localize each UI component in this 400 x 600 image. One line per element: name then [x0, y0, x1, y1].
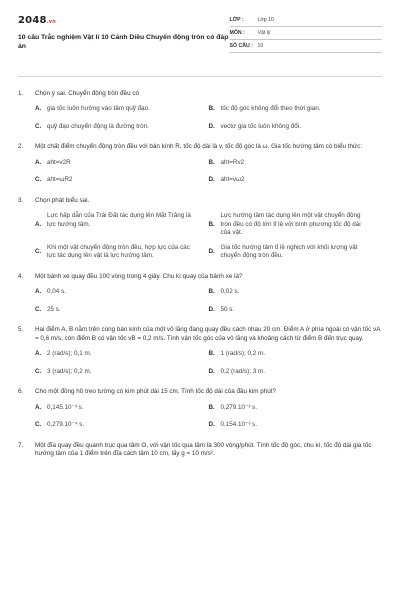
header-divider: [18, 76, 382, 77]
question-2: [18, 143, 382, 185]
question-text: Chọn phát biểu sai.: [35, 196, 90, 204]
option-b[interactable]: B. tốc độ góc không đổi theo thời gian.: [208, 105, 321, 113]
option-c[interactable]: C. aht=ωR2: [35, 176, 73, 184]
question-number: 3.: [18, 196, 24, 204]
question-text: Cho một đồng hồ treo tường có kim phút dài 15 cm. Tính tốc độ dài của đầu kim phút?: [35, 388, 277, 396]
meta-label: LỚP :: [229, 16, 244, 23]
question-number: 4.: [18, 272, 24, 280]
meta-row-count: [230, 40, 382, 53]
meta-info: [230, 14, 382, 72]
option-b[interactable]: B. 0,279.10⁻³ s.: [208, 403, 258, 411]
question-7: [18, 442, 382, 459]
option-a[interactable]: A. 2 (rad/s); 0,1 m.: [35, 350, 92, 358]
option-c[interactable]: C. 0,279.10⁻⁴ s.: [35, 421, 85, 429]
question-5: [18, 326, 382, 376]
option-d[interactable]: D. Gia tốc hướng tâm tỉ lệ nghịch với khối lượng vật chuyển động tròn đều.: [208, 243, 358, 260]
option-c[interactable]: C. 3 (rad/s); 0,2 m.: [35, 367, 92, 375]
option-d[interactable]: D. vectơ gia tốc luôn không đổi.: [208, 122, 301, 130]
meta-label: MÔN :: [229, 29, 245, 36]
site-logo[interactable]: 2048.vn: [18, 15, 56, 26]
option-c[interactable]: C. quỹ đạo chuyển động là đường tròn.: [35, 122, 149, 130]
meta-value: Vật lý: [257, 29, 271, 36]
option-b[interactable]: B. Lực hướng tâm tác dụng lên một vật chuyển động tròn đều có độ lớn tỉ lệ với bình phương tốc độ dài của vật.: [208, 212, 361, 237]
question-text: Một đĩa quay đều quanh trục qua tâm O, với vận tốc qua tâm là 300 vòng/phút. Tính tốc độ góc, chu kì, tốc độ dài gia tốc hướng tâm của 1 điểm trên đĩa cách tâm 10 cm, lấy g = 10 m/s².: [35, 441, 372, 458]
answer-options: [18, 404, 382, 430]
document-title: 10 câu Trắc nghiệm Vật lí 10 Cánh Diều Chuyển động tròn có đáp án: [18, 33, 229, 51]
option-d[interactable]: D. aht=vω2: [208, 176, 245, 184]
answer-options: [18, 159, 382, 185]
question-6: [18, 388, 382, 430]
option-d[interactable]: D. 0,2 (rad/s); 3 m.: [208, 367, 265, 375]
question-number: 1.: [18, 89, 24, 97]
question-text: Một chất điểm chuyển động tròn đều với bán kính R, tốc độ dài là v, tốc độ góc là ω. Gia tốc hướng tâm có biểu thức:: [35, 143, 363, 151]
option-b[interactable]: B. 1 (rad/s); 0,2 m.: [208, 350, 265, 358]
question-text: Một bánh xe quay đều 100 vòng trong 4 giây. Chu kì quay của bánh xe là?: [35, 272, 243, 280]
brand-block: [18, 14, 230, 72]
question-4: [18, 273, 382, 315]
page-header: [18, 14, 382, 72]
meta-value: Lớp 10: [257, 16, 274, 23]
option-d[interactable]: D. 0,154.10⁻³ s.: [208, 421, 258, 429]
option-c[interactable]: C. 25 s.: [35, 305, 61, 313]
meta-row-subject: [230, 27, 382, 40]
option-a[interactable]: A. 0,04 s.: [35, 288, 66, 296]
answer-options: [18, 350, 382, 376]
question-text: Hai điểm A, B nằm trên cùng bán kính của một vô lăng đang quay đều cách nhau 20 cm. Điểm A ở phía ngoài có vận tốc vA = 0,6 m/s, còn điểm B có vận tốc vB = 0,2 m/s. Tính vận tốc góc của vô lăng và khoảng cách từ điểm B đến trục quay.: [35, 326, 381, 342]
question-number: 2.: [18, 143, 24, 151]
option-d[interactable]: D. 50 s.: [208, 305, 235, 313]
meta-value: 10: [257, 42, 264, 49]
question-3: [18, 197, 382, 261]
meta-row-class: [230, 14, 382, 27]
question-number: 7.: [18, 441, 24, 449]
meta-label: SỐ CÂU :: [229, 42, 253, 49]
option-a[interactable]: A. Lực hấp dẫn của Trái Đất tác dụng lên Mặt Trăng là lực hướng tâm.: [35, 212, 191, 228]
answer-options: [18, 105, 382, 131]
option-a[interactable]: A. aht=v2R: [35, 158, 71, 166]
option-a[interactable]: A. 0,145.10⁻³ s.: [35, 403, 84, 411]
option-a[interactable]: A. gia tốc luôn hướng vào tâm quỹ đạo.: [35, 105, 150, 113]
option-c[interactable]: C. Khi một vật chuyển động tròn đều, hợp lực của các lực tác dụng lên vật là lực hướng tâm.: [35, 243, 190, 260]
option-b[interactable]: B. aht=Rv2: [208, 158, 245, 166]
question-number: 5.: [18, 326, 24, 334]
question-1: [18, 90, 382, 132]
question-number: 6.: [18, 388, 24, 396]
option-b[interactable]: B. 0,02 s.: [208, 288, 240, 296]
answer-options: [18, 212, 382, 261]
question-text: Chọn ý sai. Chuyển động tròn đều có: [35, 89, 139, 97]
answer-options: [18, 288, 382, 314]
